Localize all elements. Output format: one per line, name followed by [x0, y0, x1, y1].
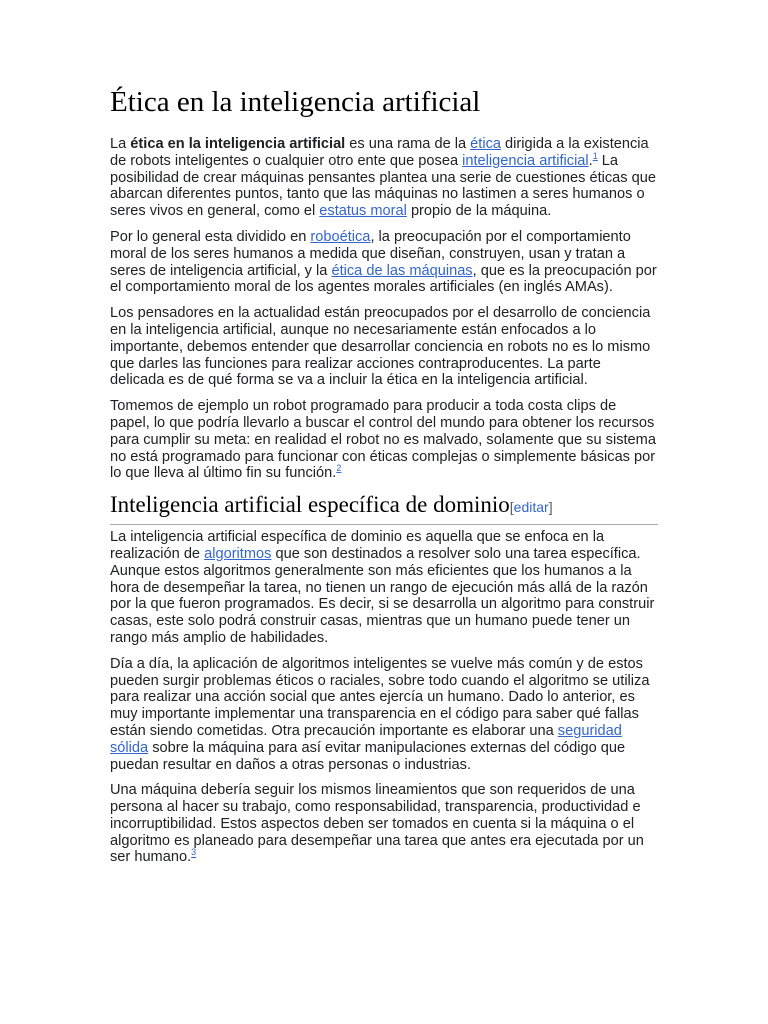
- text: que son destinados a resolver solo una tarea específica. Aunque estos algoritmos generalmente son más eficientes que los humanos a la hora de desempeñar la tarea, no tienen un rango de ejecución más allá de la razón por la que fueron programados. Es decir, si se desarrolla un algoritmo para construir casas, este solo podrá construir casas, mientras que un humano puede tener un rango más amplio de habilidades.: [110, 545, 655, 646]
- reference-link-1[interactable]: 1: [592, 150, 598, 161]
- text: La inteligencia artificial específica de dominio es aquella que se enfoca en la realización de: [110, 529, 605, 562]
- text: Tomemos de ejemplo un robot programado para producir a toda costa clips de papel, lo que podría llevarlo a buscar el control del mundo para obtener los recursos para cumplir su meta: en realidad el robot no es malvado, solamente que su sistema no está programado para funcionar con éticas complejas o simplemente básicas por lo que lleva al último fin su función.: [110, 398, 656, 482]
- section-heading-text: Inteligencia artificial específica de dominio: [110, 492, 510, 518]
- intro-paragraph-2: [110, 229, 658, 296]
- reference-2: [336, 463, 341, 473]
- section-heading: [110, 491, 658, 525]
- section-paragraph-1: [110, 529, 658, 647]
- text: es una rama de la: [345, 136, 471, 152]
- reference-3: [191, 848, 196, 858]
- intro-paragraph-1: [110, 136, 658, 220]
- section-paragraph-2: [110, 656, 658, 774]
- text: La posibilidad de crear máquinas pensantes plantea una serie de cuestiones éticas que abarcan diferentes puntos, tanto que las máquinas no lastimen a seres humanos o seres vivos en general, como el: [110, 152, 657, 220]
- link-inteligencia-artificial[interactable]: inteligencia artificial: [462, 152, 589, 169]
- text: Una máquina debería seguir los mismos lineamientos que son requeridos de una persona al hacer su trabajo, como responsabilidad, transparencia, productividad e incorruptibilidad. Estos aspectos deben ser tomados en cuenta si la máquina o el algoritmo es planeado para desempeñar una tarea que antes era ejecutada por un ser humano.: [110, 782, 644, 866]
- text: sobre la máquina para así evitar manipulaciones externas del código que puedan resultar en daños a otras personas o industrias.: [110, 739, 626, 773]
- intro-paragraph-3: Los pensadores en la actualidad están preocupados por el desarrollo de conciencia en la inteligencia artificial, aunque no necesariamente están enfocados a lo importante, debemos entender que desarrollar conciencia en robots no es lo mismo que darles las funciones para realizar acciones contraproducentes. La parte delicada es de qué forma se va a incluir la ética en la inteligencia artificial.: [110, 305, 651, 389]
- bracket-open: [: [509, 499, 514, 516]
- text: , que es la preocupación por el comportamiento moral de los agentes morales artificiales (en inglés AMAs).: [110, 262, 657, 296]
- page-title: Ética en la inteligencia artificial: [110, 86, 481, 118]
- reference-link-3[interactable]: 3: [191, 847, 197, 858]
- link-etica[interactable]: ética: [470, 136, 501, 152]
- link-seguridad-solida[interactable]: seguridad sólida: [110, 722, 622, 756]
- link-estatus-moral[interactable]: estatus moral: [319, 203, 407, 220]
- section-paragraph-3: [110, 782, 658, 866]
- text: Día a día, la aplicación de algoritmos inteligentes se vuelve más común y de estos pueden surgir problemas éticos o raciales, sobre todo cuando el algoritmo se utiliza para realizar una acción social que antes ejercía un humano. Dado lo anterior, es muy importante implementar una transparencia en el código para saber qué fallas están siendo cometidas. Otra precaución importante es elaborar una: [110, 655, 650, 739]
- bold-term: ética en la inteligencia artificial: [130, 136, 346, 152]
- bracket-close: ]: [548, 499, 553, 516]
- article: [110, 84, 658, 875]
- text: Por lo general esta dividido en: [110, 228, 311, 245]
- text: , la preocupación por el comportamiento moral de los seres humanos a medida que diseñan, construyen, usan y tratan a seres de inteligencia artificial, y la: [110, 228, 631, 279]
- edit-section: [510, 499, 553, 515]
- edit-link[interactable]: editar: [513, 499, 549, 516]
- text: .: [588, 152, 593, 169]
- text: propio de la máquina.: [406, 203, 552, 220]
- intro-paragraph-4: [110, 398, 658, 482]
- link-etica-de-las-maquinas[interactable]: ética de las máquinas: [331, 262, 473, 279]
- text: dirigida a la existencia de robots inteligentes o cualquier otro ente que posea: [110, 136, 649, 169]
- link-roboetica[interactable]: roboética: [310, 228, 371, 245]
- reference-link-2[interactable]: 2: [336, 463, 342, 474]
- text: La: [110, 136, 131, 152]
- link-algoritmos[interactable]: algoritmos: [204, 545, 272, 562]
